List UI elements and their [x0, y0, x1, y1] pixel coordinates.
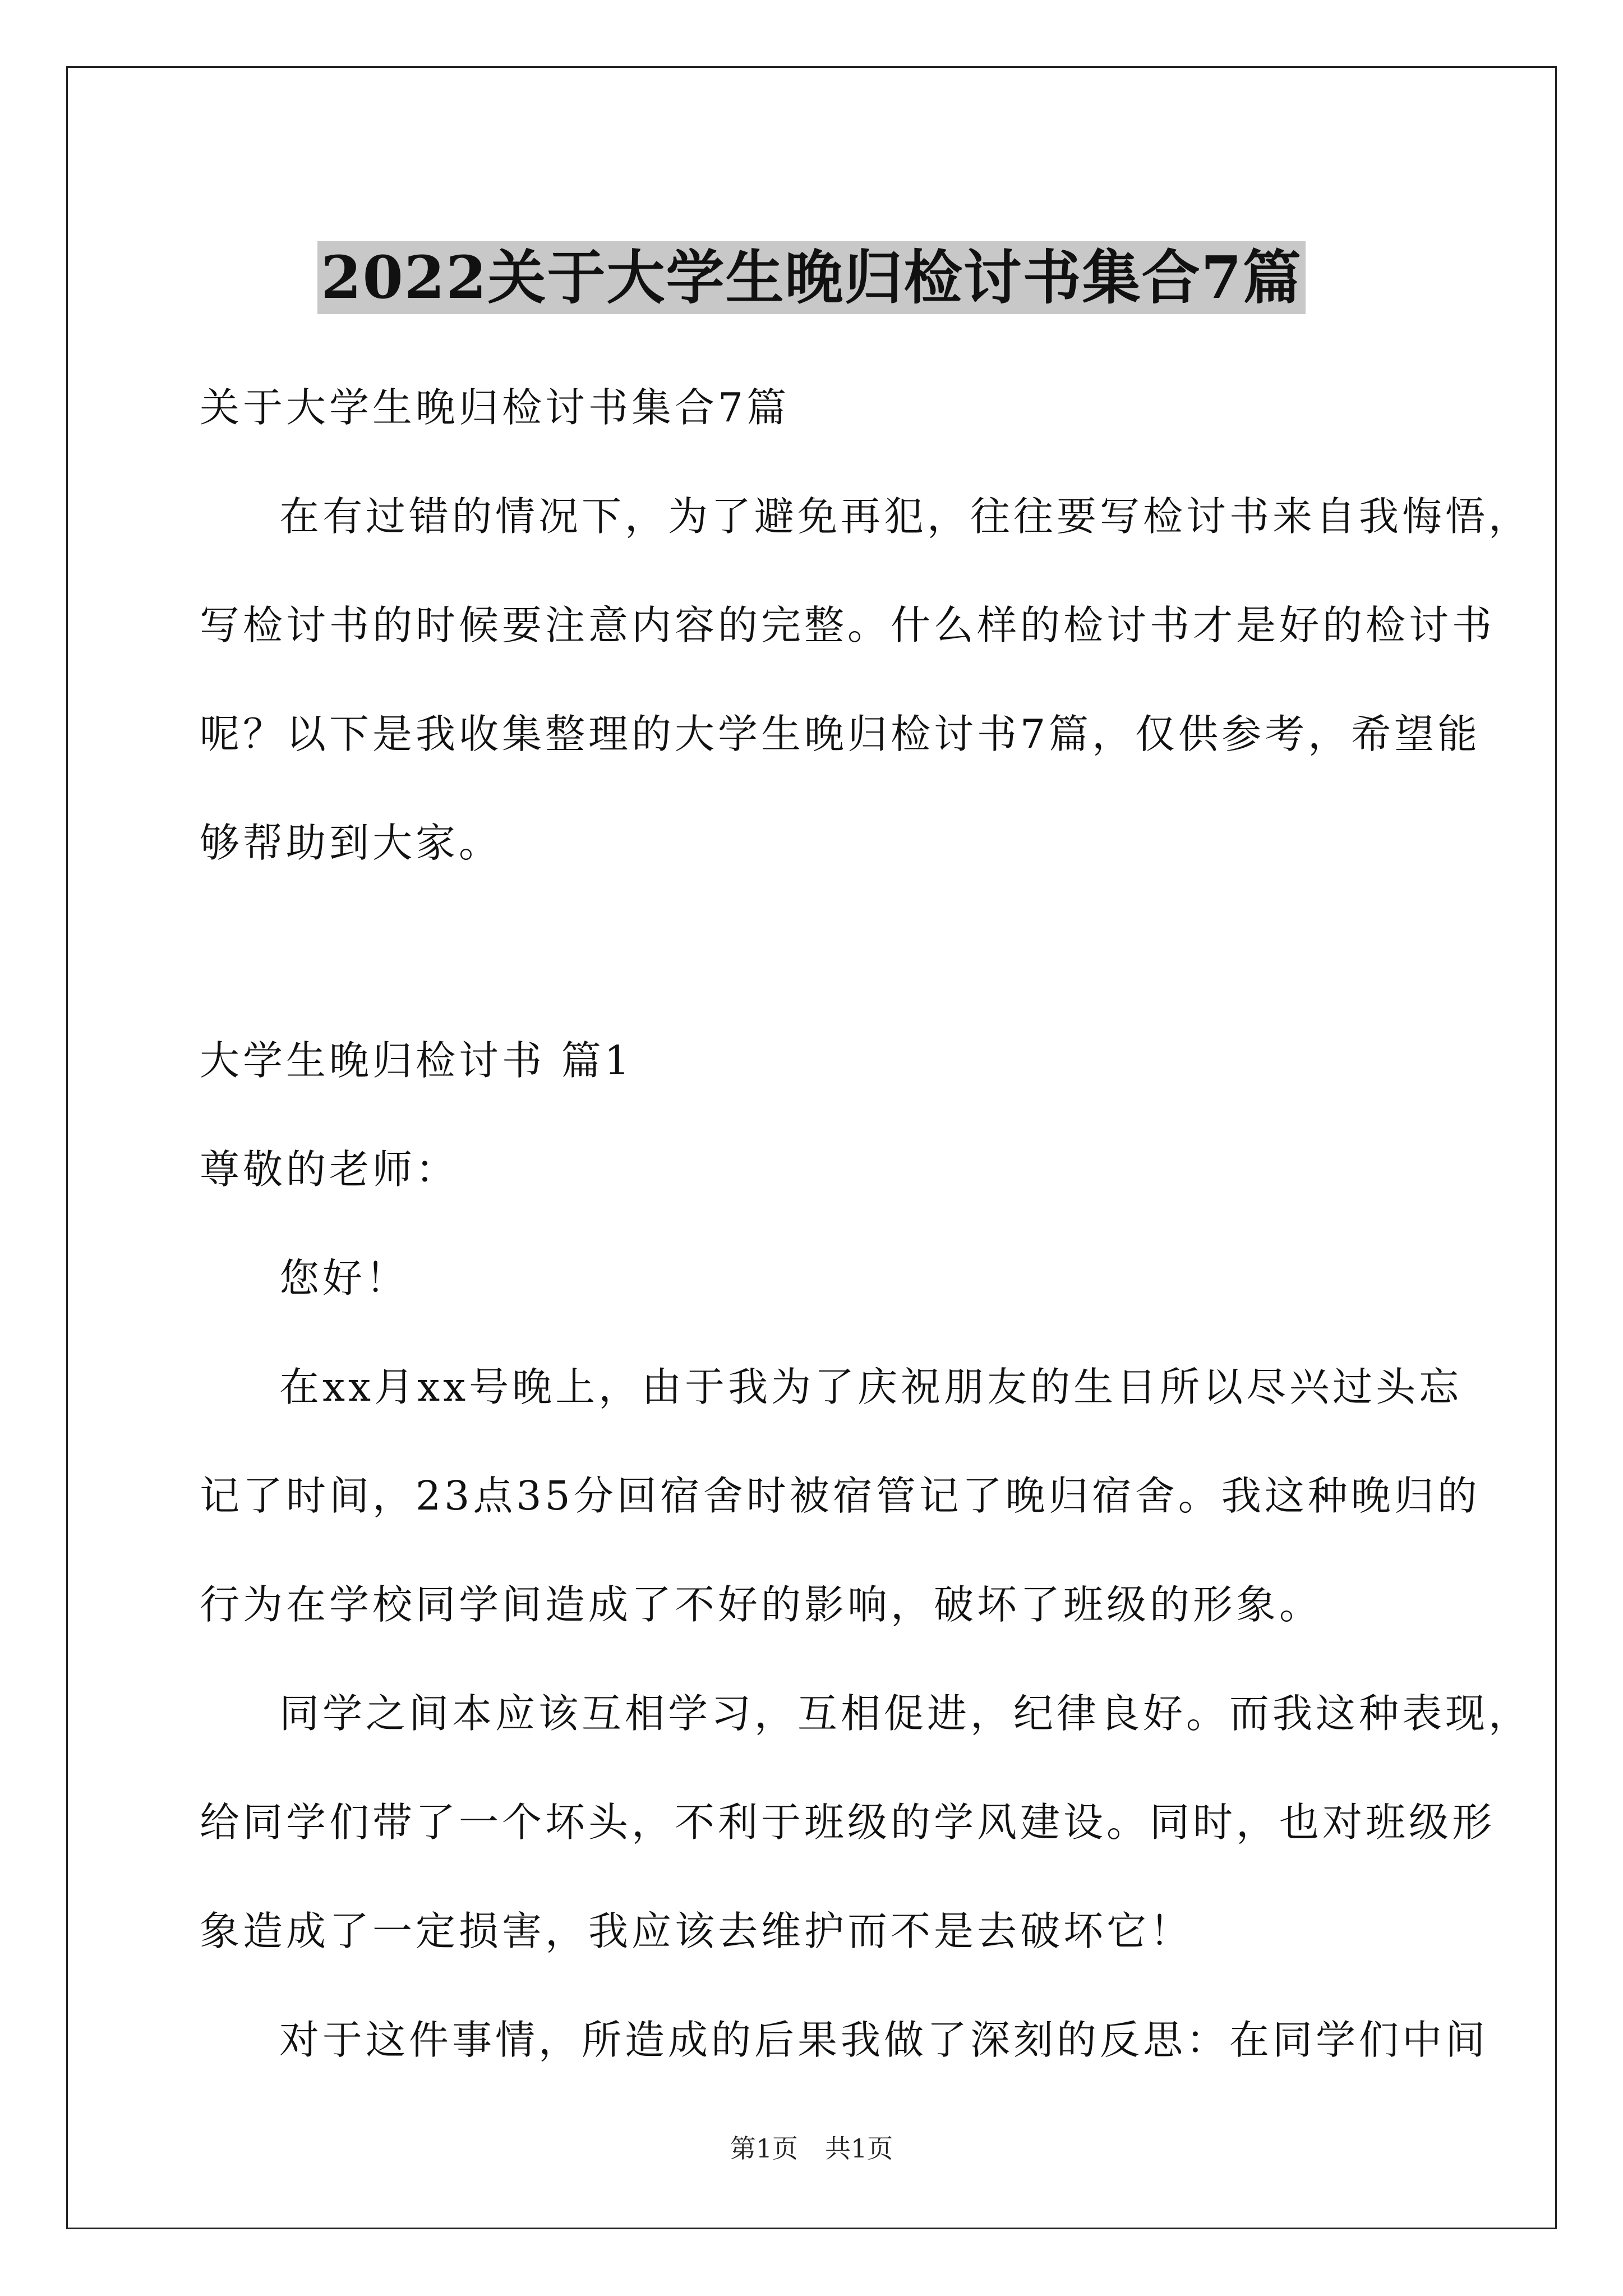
- paragraph-1-line-3: 行为在学校同学间造成了不好的影响，破坏了班级的形象。: [200, 1581, 1323, 1628]
- paragraph-3-line-1: 对于这件事情，所造成的后果我做了深刻的反思：在同学们中间: [279, 2017, 1489, 2063]
- intro-line-2: 写检讨书的时候要注意内容的完整。什么样的检讨书才是好的检讨书: [200, 602, 1496, 648]
- page-number: 第1页: [730, 2133, 798, 2164]
- section-heading: 大学生晚归检讨书 篇1: [200, 1037, 633, 1084]
- paragraph-2-line-1: 同学之间本应该互相学习，互相促进，纪律良好。而我这种表现，: [279, 1690, 1532, 1737]
- paragraph-1-line-2: 记了时间，23点35分回宿舍时被宿管记了晚归宿舍。我这种晚归的: [200, 1473, 1481, 1519]
- document-title: 2022关于大学生晚归检讨书集合7篇: [317, 241, 1306, 314]
- intro-line-1: 在有过错的情况下，为了避免再犯，往往要写检讨书来自我悔悟，: [279, 493, 1532, 540]
- intro-line-4: 够帮助到大家。: [200, 820, 502, 866]
- intro-line-3: 呢？以下是我收集整理的大学生晚归检讨书7篇，仅供参考，希望能: [200, 711, 1481, 757]
- page-total: 共1页: [825, 2133, 893, 2164]
- document-body: [200, 353, 1532, 2095]
- subtitle: 关于大学生晚归检讨书集合7篇: [200, 384, 790, 431]
- salutation: 尊敬的老师：: [200, 1146, 459, 1193]
- page-footer: [0, 2132, 1623, 2165]
- paragraph-2-line-3: 象造成了一定损害，我应该去维护而不是去破坏它！: [200, 1908, 1193, 1954]
- paragraph-2-line-2: 给同学们带了一个坏头，不利于班级的学风建设。同时，也对班级形: [200, 1799, 1496, 1846]
- greeting: 您好！: [279, 1255, 409, 1301]
- title-area: [0, 202, 1623, 353]
- paragraph-1-line-1: 在xx月xx号晚上，由于我为了庆祝朋友的生日所以尽兴过头忘: [279, 1364, 1463, 1410]
